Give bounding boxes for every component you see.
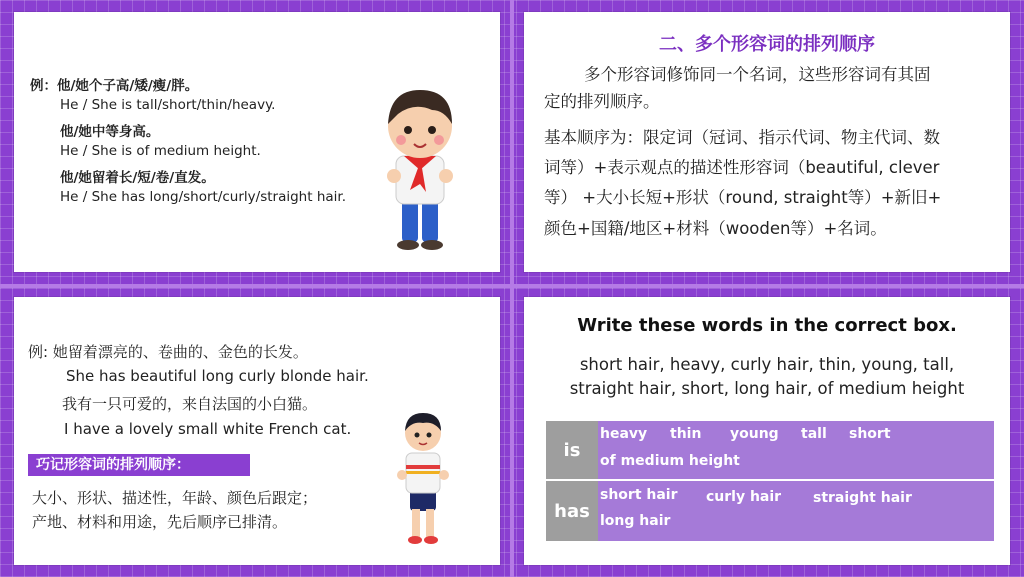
slide-adjective-examples [14,297,500,565]
word-chip[interactable]: thin [670,426,702,442]
word-chip[interactable]: heavy [600,426,648,442]
example-line3-cn: 他/她留着长/短/卷/直发。 [60,170,215,186]
para2-line2: 词等）+表示观点的描述性形容词（beautiful, clever [544,158,940,177]
word-list-line2: straight hair, short, long hair, of medium height [569,379,965,398]
horizontal-divider [0,284,1024,288]
is-row-box[interactable] [598,421,994,479]
para2-line1: 基本顺序为：限定词（冠词、指示代词、物主代词、数 [544,128,940,147]
para1-line2: 定的排列顺序。 [544,92,660,111]
word-chip[interactable]: straight hair [813,490,912,506]
example-line1-en: He / She is tall/short/thin/heavy. [60,97,276,113]
example-line2-en: He / She is of medium height. [60,143,261,159]
para2-line3: 等） +大小长短+形状（round, straight等）+新旧+ [544,188,942,207]
word-chip[interactable]: of medium height [600,453,740,469]
example-line3-en: He / She has long/short/curly/straight hair. [60,189,346,205]
boy-illustration-icon [374,80,466,252]
has-row-label: has [546,481,598,541]
is-row-label: is [546,421,598,479]
word-chip[interactable]: long hair [600,513,671,529]
memo-line1: 大小、形状、描述性，年龄、颜色后跟定； [32,489,318,507]
vertical-divider [510,0,514,577]
example2-en: I have a lovely small white French cat. [64,420,352,438]
example2-cn: 我有一只可爱的，来自法国的小白猫。 [62,395,318,413]
memo-line2: 产地、材料和用途，先后顺序已排清。 [32,513,288,531]
para1-line1: 多个形容词修饰同一个名词，这些形容词有其固 [584,65,931,84]
word-chip[interactable]: curly hair [706,489,782,505]
slide-adjective-order [524,12,1010,272]
memo-title: 巧记形容词的排列顺序： [28,454,250,476]
example1-cn: 例: 她留着漂亮的、卷曲的、金色的长发。 [28,343,308,361]
has-row-box[interactable] [598,481,994,541]
slide-height-hair-examples [14,12,500,272]
example-label: 例：他/她个子高/矮/瘦/胖。 [30,78,199,94]
slide-title: 二、多个形容词的排列顺序 [659,34,875,55]
word-list-line1: short hair, heavy, curly hair, thin, young, tall, [579,355,955,374]
word-chip[interactable]: tall [801,426,827,442]
word-chip[interactable]: short [849,426,891,442]
example-line2-cn: 他/她中等身高。 [60,124,160,140]
word-chip[interactable]: short hair [600,487,678,503]
example1-en: She has beautiful long curly blonde hair. [66,367,369,385]
slide-sorting-exercise [524,297,1010,565]
boy-standing-illustration-icon [392,405,454,547]
exercise-title: Write these words in the correct box. [577,315,957,336]
word-chip[interactable]: young [730,426,779,442]
para2-line4: 颜色+国籍/地区+材料（wooden等）+名词。 [544,219,887,238]
